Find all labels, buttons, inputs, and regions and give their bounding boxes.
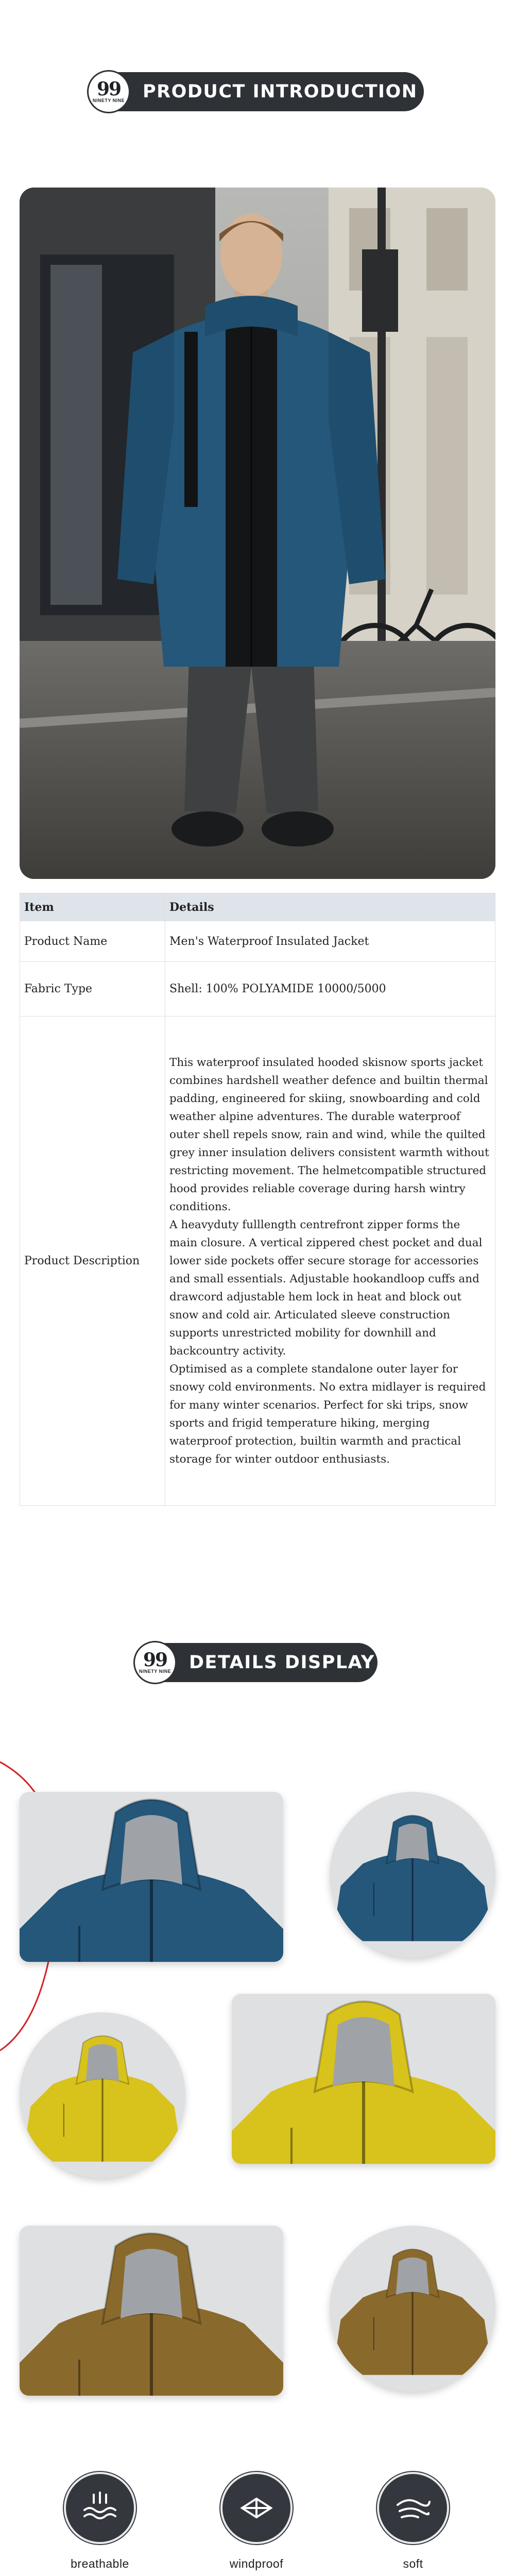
table-header-row: [20, 893, 495, 921]
section-header-product-introduction: [91, 72, 424, 111]
product-spec-table: [20, 893, 495, 1506]
detail-photo-brown-jacket-round: [330, 2226, 495, 2392]
wind-icon: [220, 2472, 293, 2544]
detail-photo-blue-jacket-round: [330, 1792, 495, 1958]
table-header-details: Details: [165, 893, 495, 921]
detail-photo-yellow-jacket-round: [20, 2012, 185, 2178]
table-cell-item: Product Name: [20, 921, 165, 962]
section-header-details-display: [138, 1643, 377, 1682]
brand-logo-number: 99: [143, 1649, 167, 1671]
table-row-description: [20, 1016, 495, 1506]
description-paragraph: This waterproof insulated hooded skisnow sports jacket combines hardshell weather defence and builtin thermal padding, engineered for skiing, snowboarding and cold weather alpine adventures. The durable waterproof outer shell repels snow, rain and wind, while the quilted grey inner insulation delivers consistent warmth without restricting movement. The helmetcompatible structured hood provides reliable coverage during harsh wintry conditions.: [169, 1056, 489, 1213]
waves-icon: [64, 2472, 136, 2544]
detail-photo-yellow-jacket-front: [232, 1994, 495, 2164]
table-cell-description: [165, 1016, 495, 1506]
feature-label: windproof: [229, 2557, 284, 2570]
section-title: PRODUCT INTRODUCTION: [143, 81, 418, 102]
table-cell-item: Product Description: [20, 1016, 165, 1506]
feature-label: soft: [403, 2557, 423, 2570]
table-cell-item: Fabric Type: [20, 962, 165, 1016]
table-row: [20, 962, 495, 1016]
detail-photo-blue-jacket-front: [20, 1792, 283, 1962]
brand-logo-text: NINETY NINE: [139, 1669, 171, 1674]
hero-model-photo: [20, 188, 495, 879]
feature-soft: [356, 2472, 470, 2571]
feature-windproof: [200, 2472, 313, 2571]
detail-photo-brown-jacket-front: [20, 2226, 283, 2396]
brand-logo: [87, 70, 130, 113]
table-cell-details: Men's Waterproof Insulated Jacket: [165, 921, 495, 962]
section-title: DETAILS DISPLAY: [189, 1652, 375, 1673]
table-header-item: Item: [20, 893, 165, 921]
table-cell-details: Shell: 100% POLYAMIDE 10000/5000: [165, 962, 495, 1016]
brand-logo-text: NINETY NINE: [92, 98, 125, 103]
model-illustration: [20, 188, 495, 879]
feather-icon: [377, 2472, 449, 2544]
feature-breathable: [43, 2472, 157, 2571]
table-row: [20, 921, 495, 962]
brand-logo-number: 99: [96, 78, 121, 100]
feature-label: breathable: [71, 2557, 129, 2570]
description-paragraph: A heavyduty fulllength centrefront zipper forms the main closure. A vertical zippered chest pocket and dual lower side pockets offer secure storage for accessories and small essentials. Adjustable hookandloop cuffs and drawcord adjustable hem lock in heat and block out snow and cold air. Articulated sleeve construction supports unrestricted mobility for downhill and backcountry activity.: [169, 1218, 483, 1358]
description-paragraph: Optimised as a complete standalone outer layer for snowy cold environments. No extra midlayer is required for many winter scenarios. Perfect for ski trips, snow sports and frigid temperature hiking, merging waterproof protection, builtin warmth and practical storage for winter outdoor enthusiasts.: [169, 1363, 486, 1466]
brand-logo: [133, 1641, 177, 1684]
